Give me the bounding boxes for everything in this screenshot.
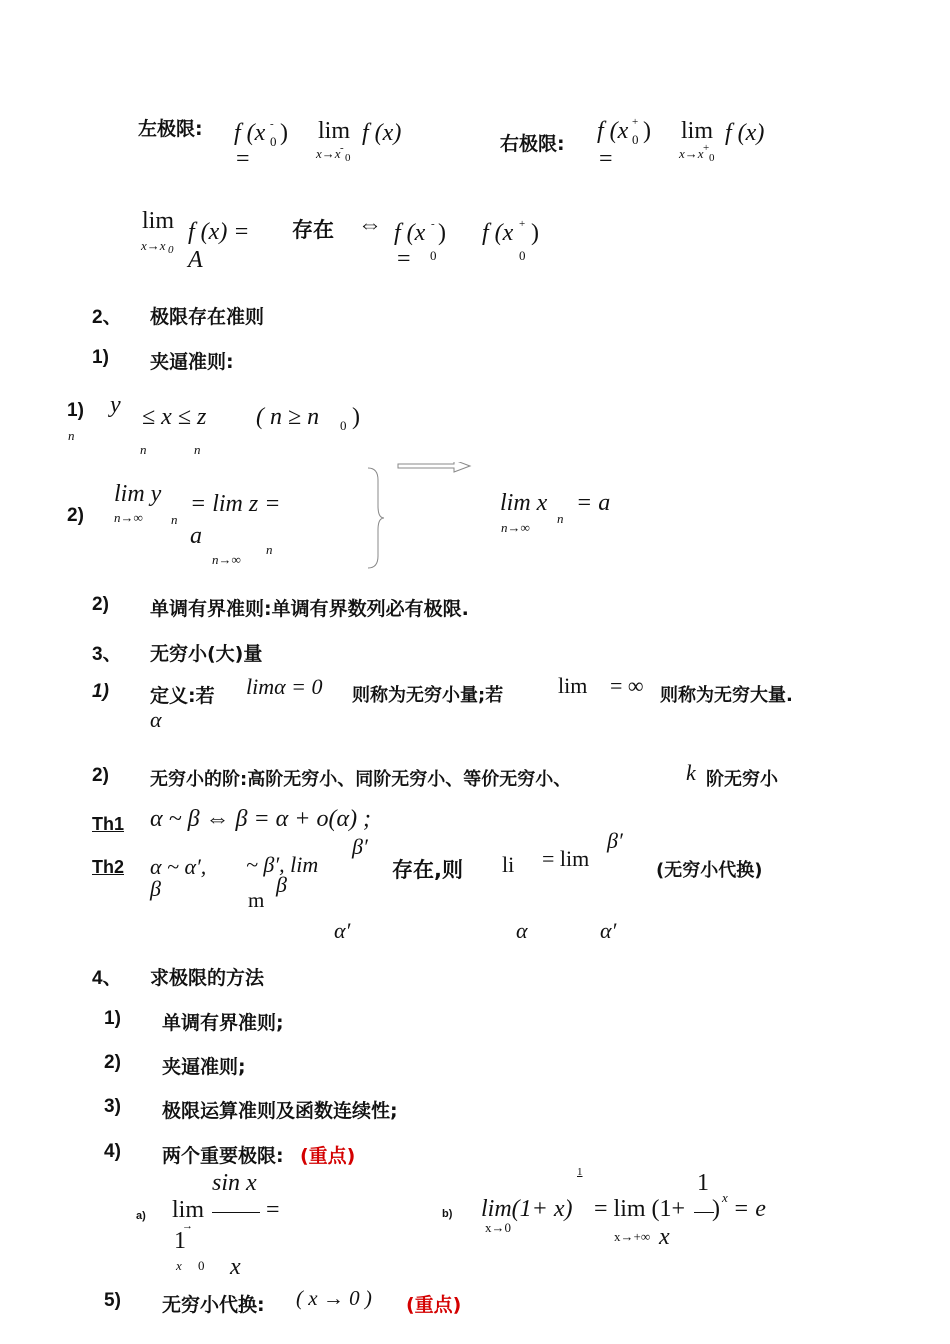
def-label: 定义:若 bbox=[150, 685, 215, 707]
iff-icon: ⇔ bbox=[358, 212, 382, 238]
left-lim-fx: f (x) bbox=[362, 120, 402, 146]
method5-key-badge: (重点) bbox=[406, 1294, 462, 1316]
order-text-a: 无穷小的阶:高阶无穷小、同阶无穷小、等价无穷小、 bbox=[150, 769, 572, 790]
formula-a-sub-0: 0 bbox=[198, 1258, 205, 1273]
exist-zero1: 0 bbox=[430, 248, 437, 263]
th2-note: (无穷小代换) bbox=[656, 860, 763, 881]
left-limit-close: ) bbox=[280, 120, 288, 146]
th2-den1: α′ bbox=[334, 918, 351, 943]
left-lim-sub: x→x bbox=[316, 146, 341, 161]
method5-number: 5) bbox=[104, 1290, 121, 1311]
method2-number: 2) bbox=[104, 1052, 121, 1073]
formula-a-sub-x: x bbox=[176, 1258, 182, 1273]
method5-text: 无穷小代换: bbox=[162, 1294, 265, 1316]
sub2-number: 2) bbox=[92, 594, 109, 615]
th2-m: m bbox=[248, 888, 265, 912]
right-limit-close: ) bbox=[643, 118, 651, 144]
th2-label: Th2 bbox=[92, 857, 125, 877]
def-inf: = ∞ bbox=[610, 673, 644, 698]
cond1-sub-n2: n bbox=[194, 442, 201, 457]
th2-a: α ~ α′, bbox=[150, 854, 207, 879]
formula-b-x: x bbox=[659, 1224, 670, 1250]
left-lim-sub-sup: - bbox=[340, 142, 344, 154]
th1-formula: α ~ β ⇔ β = α + o(α) ; bbox=[150, 806, 372, 832]
formula-b-sub2: x→+∞ bbox=[614, 1229, 651, 1244]
formula-a-x: x bbox=[230, 1254, 241, 1280]
exist-lim-sub: x→x bbox=[141, 238, 166, 253]
method4-key-badge: (重点) bbox=[300, 1145, 356, 1167]
formula-a-one: 1 bbox=[174, 1228, 186, 1254]
formula-b-sub1: x→0 bbox=[485, 1220, 511, 1235]
right-lim-sub: x→x bbox=[679, 146, 704, 161]
th2-beta-mid: β bbox=[276, 872, 287, 897]
def-lim-alpha: limα = 0 bbox=[246, 674, 323, 699]
th1-label: Th1 bbox=[92, 814, 125, 834]
left-limit-f: f (x bbox=[234, 120, 266, 146]
cond2-n2: n bbox=[266, 542, 273, 557]
order-text-b: 阶无穷小 bbox=[706, 769, 778, 790]
exist-f-minus: f (x bbox=[394, 220, 426, 246]
conclusion-sub: n→∞ bbox=[501, 520, 530, 535]
exist-minus: - bbox=[431, 218, 435, 230]
def-end: 则称为无穷大量. bbox=[660, 685, 793, 706]
exist-f-plus: f (x bbox=[482, 220, 514, 246]
formula-b-e: = e bbox=[733, 1196, 766, 1222]
def-lim2: lim bbox=[558, 673, 588, 698]
cond1-close: ) bbox=[352, 404, 360, 430]
conclusion-rest: = a bbox=[576, 490, 611, 516]
formula-a-sinx: sin x bbox=[212, 1170, 257, 1196]
formula-b-eq-lim: = lim (1+ bbox=[594, 1196, 686, 1222]
th2-frac1-num: β′ bbox=[352, 834, 368, 859]
cond1-sub-n1: n bbox=[140, 442, 147, 457]
th2-exists: 存在,则 bbox=[392, 858, 463, 882]
right-limit-sup: + bbox=[632, 116, 639, 128]
order-number: 2) bbox=[92, 765, 109, 786]
right-limit-label: 右极限: bbox=[500, 133, 565, 155]
left-limit-label: 左极限: bbox=[138, 118, 203, 140]
exist-close2: ) bbox=[531, 220, 539, 246]
method3-number: 3) bbox=[104, 1096, 121, 1117]
th2-b: ~ β′, lim bbox=[246, 852, 319, 877]
cond2-sub2: n→∞ bbox=[212, 552, 241, 567]
formula-b-exp-x: x bbox=[722, 1190, 728, 1205]
exist-word: 存在 bbox=[292, 218, 334, 242]
section3-number: 3、 bbox=[92, 644, 122, 665]
right-limit-sub: 0 bbox=[632, 132, 639, 147]
formula-a-eq: = bbox=[266, 1197, 280, 1223]
formula-b-lim1: lim(1+ x) bbox=[481, 1196, 573, 1222]
conclusion-n: n bbox=[557, 511, 564, 526]
left-lim-word: lim bbox=[318, 118, 351, 144]
section2-title: 极限存在准则 bbox=[150, 306, 265, 328]
formula-a-fraction-bar bbox=[212, 1212, 260, 1213]
left-limit-sub: 0 bbox=[270, 134, 277, 149]
sub1-number: 1) bbox=[92, 347, 109, 368]
cond2-n: n bbox=[171, 512, 178, 527]
cond1-y: y bbox=[110, 392, 121, 418]
def-mid: 则称为无穷小量;若 bbox=[352, 685, 504, 706]
formula-b-fraction-bar bbox=[694, 1212, 714, 1213]
cond2-number: 2) bbox=[67, 505, 84, 526]
def-number: 1) bbox=[92, 681, 109, 702]
exist-A: A bbox=[188, 247, 203, 273]
cond1-n-left: n bbox=[68, 428, 75, 443]
cond2-rest: = lim z = bbox=[190, 491, 281, 517]
formula-b-close: ) bbox=[712, 1196, 720, 1222]
exist-zero2: 0 bbox=[519, 248, 526, 263]
left-lim-sub-0: 0 bbox=[345, 152, 351, 164]
cond1-number: 1) bbox=[67, 400, 84, 421]
th2-den2: α bbox=[516, 918, 528, 943]
cond1-paren: ( n ≥ n bbox=[256, 404, 320, 430]
exist-lim-word: lim bbox=[142, 208, 175, 234]
th2-beta-left: β bbox=[150, 876, 161, 901]
right-brace-icon bbox=[368, 468, 384, 568]
method1-text: 单调有界准则; bbox=[162, 1012, 284, 1034]
section4-title: 求极限的方法 bbox=[150, 967, 265, 989]
formula-b-exp1: 1 bbox=[577, 1166, 583, 1178]
formula-a-arrow: → bbox=[182, 1220, 193, 1232]
cond1-n0: 0 bbox=[340, 418, 347, 433]
exist-close1: ) bbox=[438, 220, 446, 246]
exist-plus: + bbox=[519, 218, 526, 230]
right-limit-eq: = bbox=[599, 146, 613, 172]
right-lim-fx: f (x) bbox=[725, 120, 765, 146]
right-lim-sub-sup: + bbox=[703, 142, 710, 154]
formula-b-one: 1 bbox=[697, 1170, 709, 1196]
section3-title: 无穷小(大)量 bbox=[150, 643, 263, 665]
th2-eq-lim: = lim bbox=[542, 846, 590, 871]
section4-number: 4、 bbox=[92, 968, 122, 989]
method1-number: 1) bbox=[104, 1008, 121, 1029]
method5-condition: ( x → 0 ) bbox=[296, 1286, 372, 1310]
formula-a-label: a) bbox=[136, 1210, 146, 1222]
sub2-text: 单调有界准则:单调有界数列必有极限. bbox=[150, 598, 469, 620]
exist-eq: = bbox=[397, 246, 411, 272]
implies-arrow-icon bbox=[398, 462, 470, 472]
right-lim-sub-0: 0 bbox=[709, 152, 715, 164]
formula-b-label: b) bbox=[442, 1208, 453, 1220]
left-limit-sup: - bbox=[270, 118, 274, 130]
th2-den3: α′ bbox=[600, 918, 617, 943]
brace-and-arrow bbox=[360, 462, 480, 572]
method3-text: 极限运算准则及函数连续性; bbox=[162, 1100, 398, 1122]
right-limit-f: f (x bbox=[597, 118, 629, 144]
cond2-a: a bbox=[190, 523, 202, 549]
conclusion-lim: lim x bbox=[500, 490, 548, 516]
exist-lim-sub-0: 0 bbox=[168, 244, 174, 256]
method4-text: 两个重要极限: bbox=[162, 1145, 284, 1167]
th2-frac2-num: β′ bbox=[607, 828, 623, 853]
exist-fx-eq: f (x) = bbox=[188, 219, 250, 245]
cond2-lim-sub: n→∞ bbox=[114, 510, 143, 525]
right-lim-word: lim bbox=[681, 118, 714, 144]
sub1-title: 夹逼准则: bbox=[150, 351, 234, 373]
section2-number: 2、 bbox=[92, 307, 122, 328]
cond2-lim: lim y bbox=[114, 481, 162, 507]
order-k: k bbox=[686, 760, 696, 785]
method2-text: 夹逼准则; bbox=[162, 1056, 246, 1078]
cond1-ineq: ≤ x ≤ z bbox=[142, 404, 207, 430]
def-alpha: α bbox=[150, 707, 162, 732]
formula-a-lim: lim bbox=[172, 1197, 205, 1223]
th2-li: li bbox=[502, 852, 515, 877]
method4-number: 4) bbox=[104, 1141, 121, 1162]
left-limit-eq: = bbox=[236, 146, 250, 172]
